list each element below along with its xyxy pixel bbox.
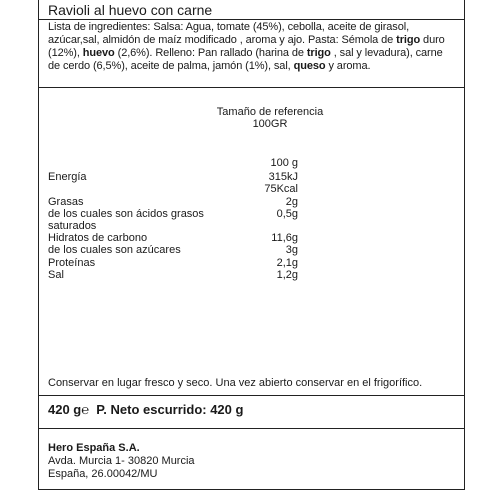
nutrition-row <box>48 269 298 281</box>
nutrient-label: Hidratos de carbono <box>48 232 148 244</box>
ingredient-text: (2,6%). Relleno: Pan rallado (harina de <box>114 47 307 59</box>
drained-weight: P. Neto escurrido: 420 g <box>96 402 244 417</box>
nutrient-label: Sal <box>48 269 64 281</box>
estimated-sign-icon: ℮ <box>81 402 90 417</box>
nutrient-value: 3g <box>285 244 298 256</box>
nutrition-per-header <box>48 157 298 169</box>
nutrition-row <box>48 257 298 269</box>
company-registry: España, 26.00042/MU <box>48 468 158 480</box>
reference-size-label: Tamaño de referencia <box>216 106 324 118</box>
company-address: Avda. Murcia 1- 30820 Murcia <box>48 455 195 467</box>
nutrition-row <box>48 220 298 232</box>
ingredient-text: duro (12%), <box>48 34 445 59</box>
nutrient-value: 1,2g <box>276 269 298 281</box>
storage-divider <box>38 395 465 396</box>
nutrition-row <box>48 183 298 195</box>
nutrient-value: 315kJ <box>268 171 298 183</box>
nutrient-label: de los cuales son ácidos grasos <box>48 208 204 220</box>
title-divider <box>38 19 465 20</box>
nutrient-value: 75Kcal <box>264 183 298 195</box>
company-name: Hero España S.A. <box>48 442 140 454</box>
nutrition-row <box>48 232 298 244</box>
allergen-text: queso <box>293 60 326 72</box>
nutrient-label: Grasas <box>48 196 84 208</box>
nutrient-value: 2,1g <box>276 257 298 269</box>
nutrient-label: saturados <box>48 220 97 232</box>
nutrient-label: Energía <box>48 171 87 183</box>
nutrition-row <box>48 196 298 208</box>
allergen-text: trigo <box>306 47 331 59</box>
ingredient-text: y aroma. <box>325 60 371 72</box>
weights-divider <box>38 428 465 429</box>
nutrition-row <box>48 244 298 256</box>
nutrient-value: 11,6g <box>271 232 298 244</box>
nutrient-label: Proteínas <box>48 257 96 269</box>
ingredients-list <box>48 21 456 73</box>
nutrient-label: de los cuales son azúcares <box>48 244 181 256</box>
nutrition-per-value: 100 g <box>270 157 298 169</box>
nutrition-row <box>48 171 298 183</box>
nutrient-value: 0,5g <box>276 208 298 220</box>
reference-size-amount: 100GR <box>252 118 288 130</box>
company-info <box>48 442 195 481</box>
allergen-text: trigo <box>396 34 421 46</box>
ingredients-divider <box>38 87 465 88</box>
nutrition-row <box>48 208 298 220</box>
net-weight-value: 420 g <box>48 402 82 417</box>
net-weight <box>48 402 243 417</box>
storage-instructions: Conservar en lugar fresco y seco. Una vez abierto conservar en el frigorífico. <box>48 377 423 389</box>
product-title: Ravioli al huevo con carne <box>48 2 213 18</box>
allergen-text: huevo <box>82 47 115 59</box>
ingredient-text: , sal y levadura), carne de cerdo (6,5%), aceite de palma, jamón (1%), sal, <box>48 47 443 72</box>
ingredient-text: Lista de ingredientes: Salsa: Agua, tomate (45%), cebolla, aceite de girasol, azúcar,sal, almidón de maíz modificado , aroma y ajo. Pasta: Sémola de <box>48 21 410 46</box>
nutrient-value: 2g <box>285 196 298 208</box>
